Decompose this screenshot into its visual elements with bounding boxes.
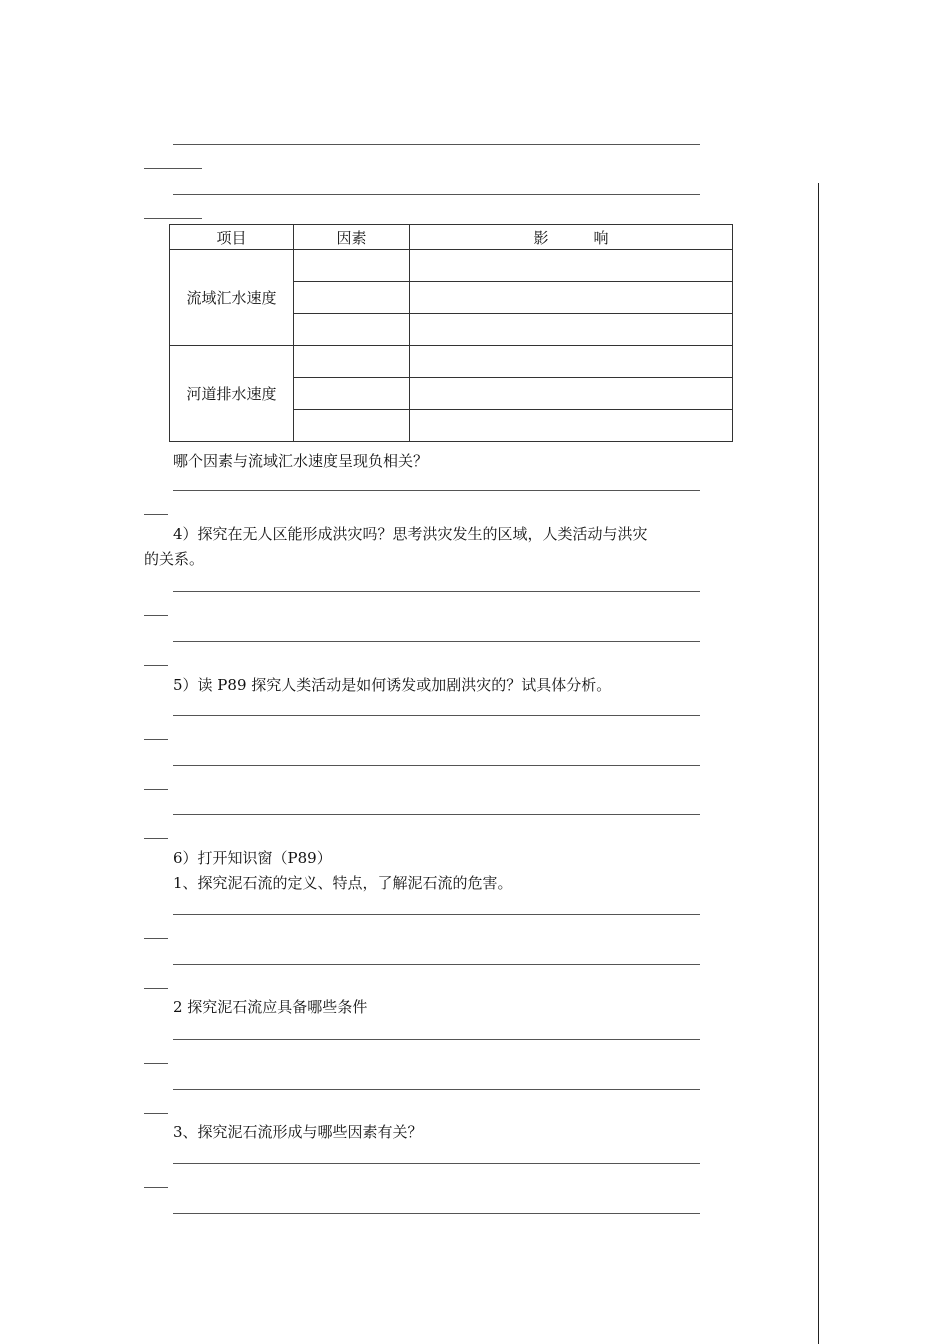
table-row — [170, 250, 733, 282]
factor-cell[interactable] — [294, 282, 410, 314]
answer-line[interactable] — [173, 814, 700, 815]
header-factor: 因素 — [294, 225, 410, 250]
answer-line[interactable] — [173, 641, 700, 642]
header-effect: 影 响 — [410, 225, 733, 250]
answer-line-end — [144, 1063, 168, 1064]
factor-table — [169, 224, 733, 442]
answer-line[interactable] — [173, 914, 700, 915]
answer-line[interactable] — [173, 1039, 700, 1040]
answer-line-end — [144, 739, 168, 740]
answer-line-end — [144, 1187, 168, 1188]
effect-cell[interactable] — [410, 410, 733, 442]
question-6-3: 3、探究泥石流形成与哪些因素有关？ — [173, 1123, 423, 1141]
factor-cell[interactable] — [294, 378, 410, 410]
answer-line[interactable] — [173, 1089, 700, 1090]
answer-line-end — [144, 514, 168, 515]
group-label-drainage: 河道排水速度 — [170, 346, 294, 442]
factor-cell[interactable] — [294, 346, 410, 378]
effect-cell[interactable] — [410, 250, 733, 282]
effect-cell[interactable] — [410, 346, 733, 378]
answer-line[interactable] — [173, 1163, 700, 1164]
table-row — [170, 346, 733, 378]
group-label-catchment: 流域汇水速度 — [170, 250, 294, 346]
question-6-2: 2 探究泥石流应具备哪些条件 — [173, 998, 368, 1016]
answer-line-end — [144, 665, 168, 666]
answer-line-end — [144, 838, 168, 839]
factor-cell[interactable] — [294, 314, 410, 346]
question-6-heading: 6）打开知识窗（P89） — [173, 849, 332, 867]
answer-line[interactable] — [173, 1213, 700, 1214]
answer-line-end — [144, 1113, 168, 1114]
answer-line-end — [144, 168, 202, 169]
effect-cell[interactable] — [410, 282, 733, 314]
answer-line[interactable] — [173, 591, 700, 592]
answer-line-end — [144, 218, 202, 219]
answer-line[interactable] — [173, 194, 700, 195]
factor-cell[interactable] — [294, 250, 410, 282]
question-negative-correlation: 哪个因素与流域汇水速度呈现负相关？ — [173, 452, 429, 470]
table-header-row — [170, 225, 733, 250]
question-4-line1: 4）探究在无人区能形成洪灾吗？思考洪灾发生的区域，人类活动与洪灾 — [173, 525, 648, 543]
effect-cell[interactable] — [410, 378, 733, 410]
answer-line-end — [144, 789, 168, 790]
answer-line[interactable] — [173, 144, 700, 145]
margin-rule — [818, 183, 819, 1344]
header-item: 项目 — [170, 225, 294, 250]
effect-cell[interactable] — [410, 314, 733, 346]
question-4-line2: 的关系。 — [144, 550, 205, 568]
answer-line-end — [144, 988, 168, 989]
answer-line[interactable] — [173, 490, 700, 491]
question-5: 5）读 P89 探究人类活动是如何诱发或加剧洪灾的？试具体分析。 — [173, 676, 612, 694]
answer-line[interactable] — [173, 765, 700, 766]
answer-line-end — [144, 938, 168, 939]
answer-line[interactable] — [173, 715, 700, 716]
answer-line[interactable] — [173, 964, 700, 965]
question-6-1: 1、探究泥石流的定义、特点，了解泥石流的危害。 — [173, 874, 513, 892]
factor-cell[interactable] — [294, 410, 410, 442]
answer-line-end — [144, 615, 168, 616]
